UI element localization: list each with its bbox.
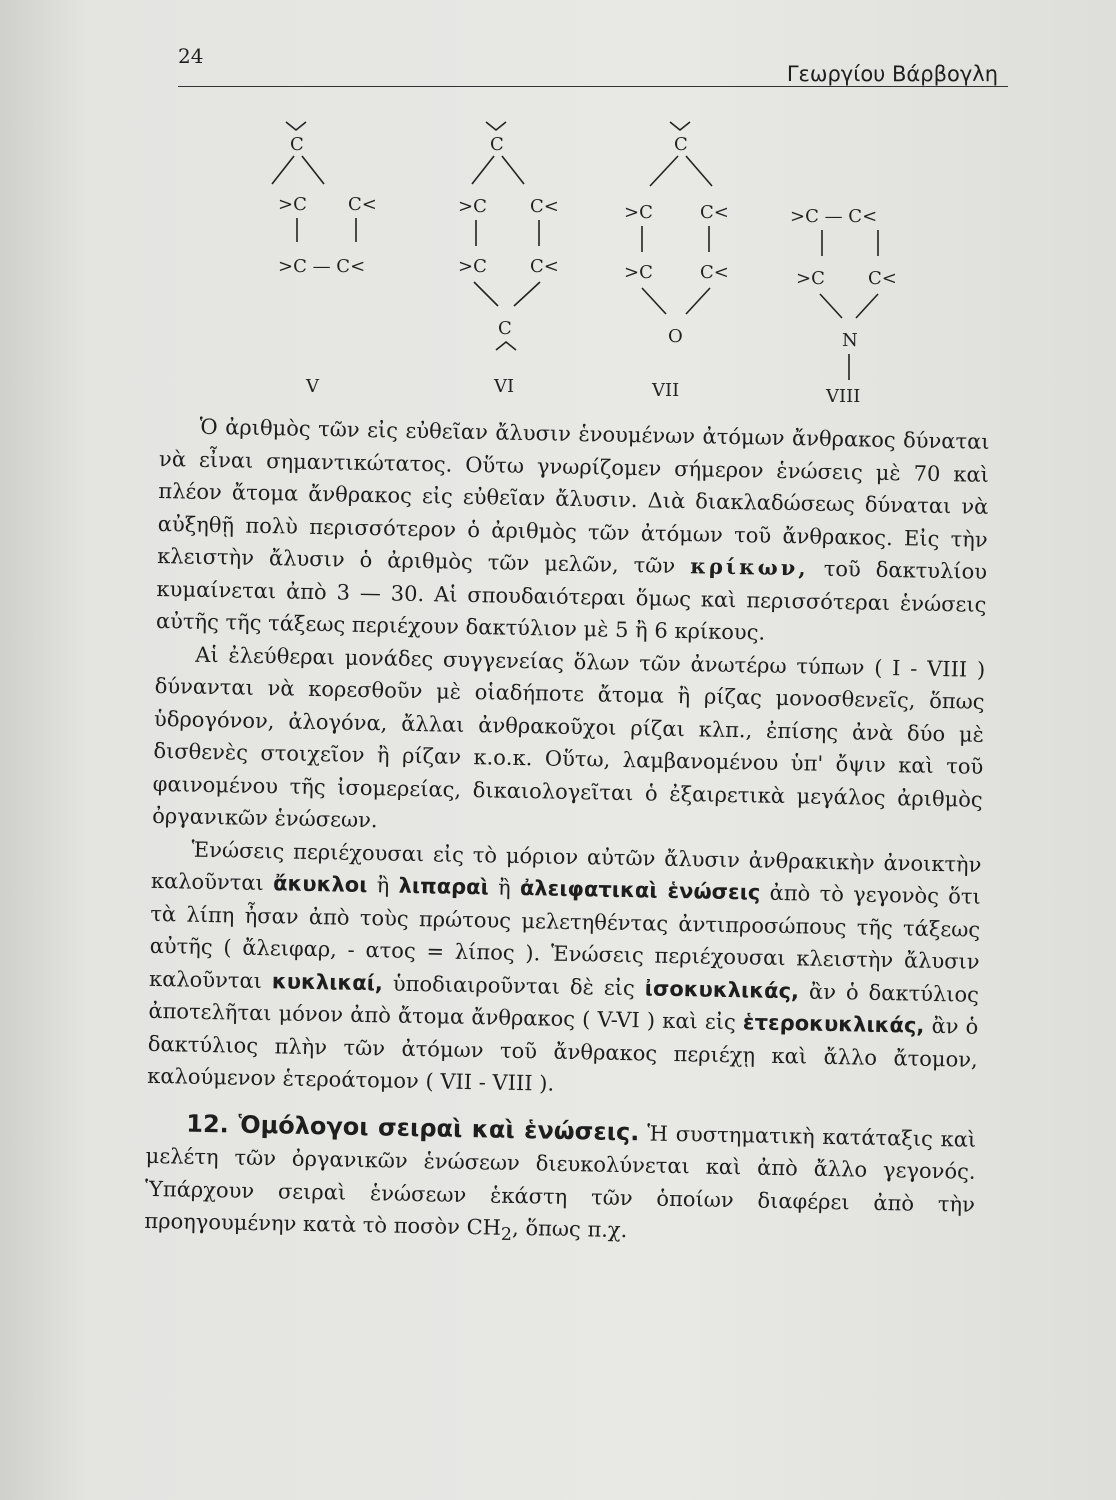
paragraph: [147, 832, 982, 1108]
paragraph-text: ἂν ὁ δακτύλιος ἀποτελῆται μόνον ἀπὸ ἄτομα ἄνθρακος ( V-VI ) καὶ εἰς: [148, 979, 980, 1035]
formula-label-vi: VI: [494, 376, 515, 397]
atom-c: >C — C<: [790, 206, 878, 227]
atom-c: >C: [458, 256, 487, 277]
atom-c: >C — C<: [278, 256, 366, 277]
atom-c: C: [674, 134, 688, 155]
page-number: 24: [178, 44, 204, 68]
section-tail: , ὅπως π.χ.: [511, 1215, 628, 1243]
structural-formulas: [250, 110, 930, 410]
paragraph-text: ἂν ὁ δακτύλιος πλὴν τῶν ἀτόμων τοῦ ἄνθρακος περιέχῃ καὶ ἄλλο ἄτομον, καλούμενον ἑτεροάτομον ( VII - VIII ).: [146, 1013, 979, 1096]
paragraph: [156, 410, 990, 653]
atom-c: C<: [700, 262, 729, 283]
formula-label-viii: VIII: [826, 386, 861, 407]
paragraph-text: Ὁ ἀριθμὸς τῶν εἰς εὐθεῖαν ἄλυσιν ἑνουμένων ἀτόμων ἄνθρακος δύναται νὰ εἶναι σημαντικώτατος. Οὕτω γνωρίζομεν σήμερον ἑνώσεις μὲ 70 καὶ πλέον ἄτομα ἄνθρακος εἰς εὐθεῖαν ἄλυσιν. Διὰ διακλαδώσεως δύναται νὰ αὐξηθῇ πολὺ περισσότερον ὁ ἀριθμὸς τῶν ἀτόμων τοῦ ἄνθρακος. Εἰς τὴν κλειστὴν ἄλυσιν ὁ ἀριθμὸς τῶν μελῶν, τῶν: [156, 414, 990, 578]
paragraph-text: ὑποδιαιροῦνται δὲ εἰς: [392, 971, 636, 1000]
header-rule: [178, 86, 1008, 87]
body-text: [144, 410, 990, 1260]
atom-c: >C: [458, 196, 487, 217]
formula-label-v: V: [306, 376, 319, 397]
term-fatty: λιπαραὶ: [398, 873, 490, 900]
ring-formulas-figure: [250, 110, 930, 410]
section-body: Ἡ συστηματικὴ κατάταξις καὶ μελέτη τῶν ὀργανικῶν ἑνώσεων διευκολύνεται καὶ ἀπὸ ἄλλο γεγονός. Ὑπάρχουν σειραὶ ἑνώσεων ἑκάστη τῶν ὁποίων διαφέρει ἀπὸ τὴν προηγουμένην κατὰ τὸ ποσὸν CH: [144, 1120, 977, 1240]
atom-o: O: [668, 326, 683, 347]
atom-c: C: [490, 134, 504, 155]
formula-vii: [624, 122, 729, 401]
conjunction: ἢ: [376, 873, 390, 898]
section-paragraph: [144, 1106, 976, 1260]
atom-c: >C: [624, 202, 653, 223]
term-rings: κρίκων,: [689, 553, 809, 581]
term-heterocyclic: ἑτεροκυκλικάς,: [742, 1010, 925, 1038]
atom-c: C<: [530, 196, 559, 217]
subscript: 2: [500, 1224, 513, 1246]
atom-c: >C: [796, 268, 825, 289]
paragraph-text: ἀπὸ τὸ γεγονὸς ὅτι τὰ λίπη ἦσαν ἀπὸ τοὺς πρώτους μελετηθέντας ἀντιπροσώπους τῆς τάξεως αὐτῆς ( ἄλειφαρ, - ατος = λίπος ). Ἑνώσεις περιέχουσαι κλειστὴν ἄλυσιν καλοῦνται: [148, 880, 981, 993]
paragraph-text: Ἑνώσεις περιέχουσαι εἰς τὸ μόριον αὐτῶν ἄλυσιν ἀνθρακικὴν ἀνοικτὴν καλοῦνται: [150, 837, 982, 896]
atom-c: >C: [278, 194, 307, 215]
term-cyclic: κυκλικαί,: [271, 968, 384, 995]
conjunction: ἢ: [497, 875, 511, 900]
atom-c: C<: [868, 268, 897, 289]
section-title: 12. Ὁμόλογοι σειραὶ καὶ ἑνώσεις.: [186, 1109, 640, 1146]
atom-n: N: [842, 330, 858, 351]
term-aliphatic: ἀλειφατικαὶ ἑνώσεις: [519, 876, 761, 905]
formula-label-vii: VII: [652, 380, 680, 401]
running-head: Γεωργίου Βάρβογλη: [786, 62, 998, 86]
atom-c: C<: [530, 256, 559, 277]
formula-vi: [458, 122, 559, 397]
atom-c: >C: [624, 262, 653, 283]
atom-c: C: [498, 318, 512, 339]
term-isocyclic: ἰσοκυκλικάς,: [644, 975, 800, 1003]
page-header: [178, 40, 1008, 100]
term-acyclic: ἄκυκλοι: [272, 871, 368, 898]
atom-c: C: [290, 134, 304, 155]
paragraph-text: τοῦ δακτυλίου κυμαίνεται ἀπὸ 3 — 30. Αἱ σπουδαιότεραι ὅμως καὶ περισσότεραι ἑνώσεις αὐτῆς τῆς τάξεως περιέχουν δακτύλιον μὲ 5 ἢ 6 κρίκους.: [155, 556, 988, 645]
formula-viii: [790, 206, 897, 407]
paragraph: Αἱ ἐλεύθεραι μονάδες συγγενείας ὅλων τῶν ἀνωτέρω τύπων ( I - VIII ) δύνανται νὰ κορεσθοῦν μὲ οἱαδήποτε ἄτομα ἢ ρίζας μονοσθενεῖς, ὅπως ὑδρογόνον, ἀλογόνα, ἄλλαι ἀνθρακοῦχοι ρίζαι κλπ., ἐπίσης ἀνὰ δύο μὲ δισθενὲς στοιχεῖον ἢ ρίζαν κ.ο.κ. Οὕτω, λαμβανομένου ὑπ' ὄψιν καὶ τοῦ φαινομένου τῆς ἰσομερείας, δικαιολογεῖται ὁ ἐξαιρετικὰ μεγάλος ἀριθμὸς ὀργανικῶν ἑνώσεων.: [151, 642, 986, 833]
formula-v: [272, 122, 377, 397]
atom-c: C<: [700, 202, 729, 223]
atom-c: C<: [348, 194, 377, 215]
